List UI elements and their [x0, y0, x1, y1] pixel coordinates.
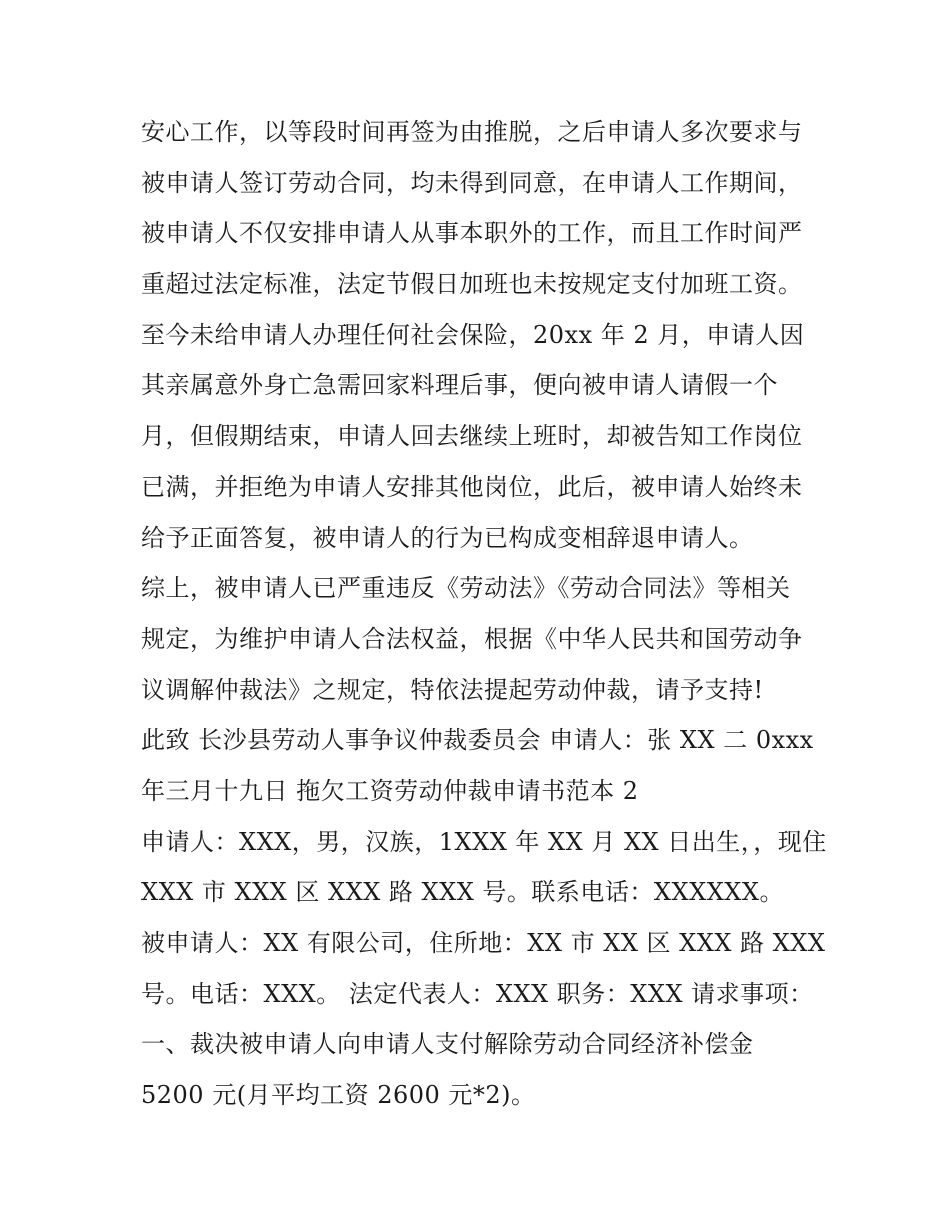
text-line: 被申请人签订劳动合同，均未得到同意，在申请人工作期间， [141, 168, 803, 197]
text-line: 此致 长沙县劳动人事争议仲裁委员会 申请人：张 XX 二 0xxx [141, 726, 814, 755]
text-line: 被申请人：XX 有限公司，住所地：XX 市 XX 区 XXX 路 XXX [141, 929, 826, 957]
text-line: 月，但假期结束，申请人回去继续上班时，却被告知工作岗位 [141, 422, 803, 451]
text-line: 其亲属意外身亡急需回家料理后事，便向被申请人请假一个 [141, 371, 778, 400]
text-line: 被申请人不仅安排申请人从事本职外的工作，而且工作时间严 [141, 219, 803, 248]
text-line: 至今未给申请人办理任何社会保险，20xx 年 2 月，申请人因 [141, 320, 805, 349]
text-line: 已满，并拒绝为申请人安排其他岗位，此后，被申请人始终未 [141, 472, 803, 501]
document-body [141, 107, 841, 1121]
text-line: 号。电话：XXX。 法定代表人：XXX 职务：XXX 请求事项： [141, 979, 814, 1008]
text-line: 一、裁决被申请人向申请人支付解除劳动合同经济补偿金 [141, 1030, 754, 1059]
text-line: 规定，为维护申请人合法权益，根据《中华人民共和国劳动争 [141, 624, 803, 653]
text-line: 重超过法定标准，法定节假日加班也未按规定支付加班工资。 [141, 270, 803, 299]
text-line: 给予正面答复，被申请人的行为已构成变相辞退申请人。 [141, 523, 754, 552]
text-line: 5200 元(月平均工资 2600 元*2)。 [141, 1081, 536, 1110]
text-line: XXX 市 XXX 区 XXX 路 XXX 号。联系电话：XXXXXX。 [141, 878, 784, 907]
text-line: 年三月十九日 拖欠工资劳动仲裁申请书范本 2 [141, 776, 639, 805]
text-line: 综上，被申请人已严重违反《劳动法》《劳动合同法》等相关 [141, 574, 791, 603]
text-line: 议调解仲裁法》之规定，特依法提起劳动仲裁，请予支持! [141, 675, 764, 704]
text-line: 安心工作，以等段时间再签为由推脱，之后申请人多次要求与 [141, 118, 803, 146]
text-line: 申请人：XXX，男，汉族，1XXX 年 XX 月 XX 日出生，，现住 [141, 827, 827, 856]
